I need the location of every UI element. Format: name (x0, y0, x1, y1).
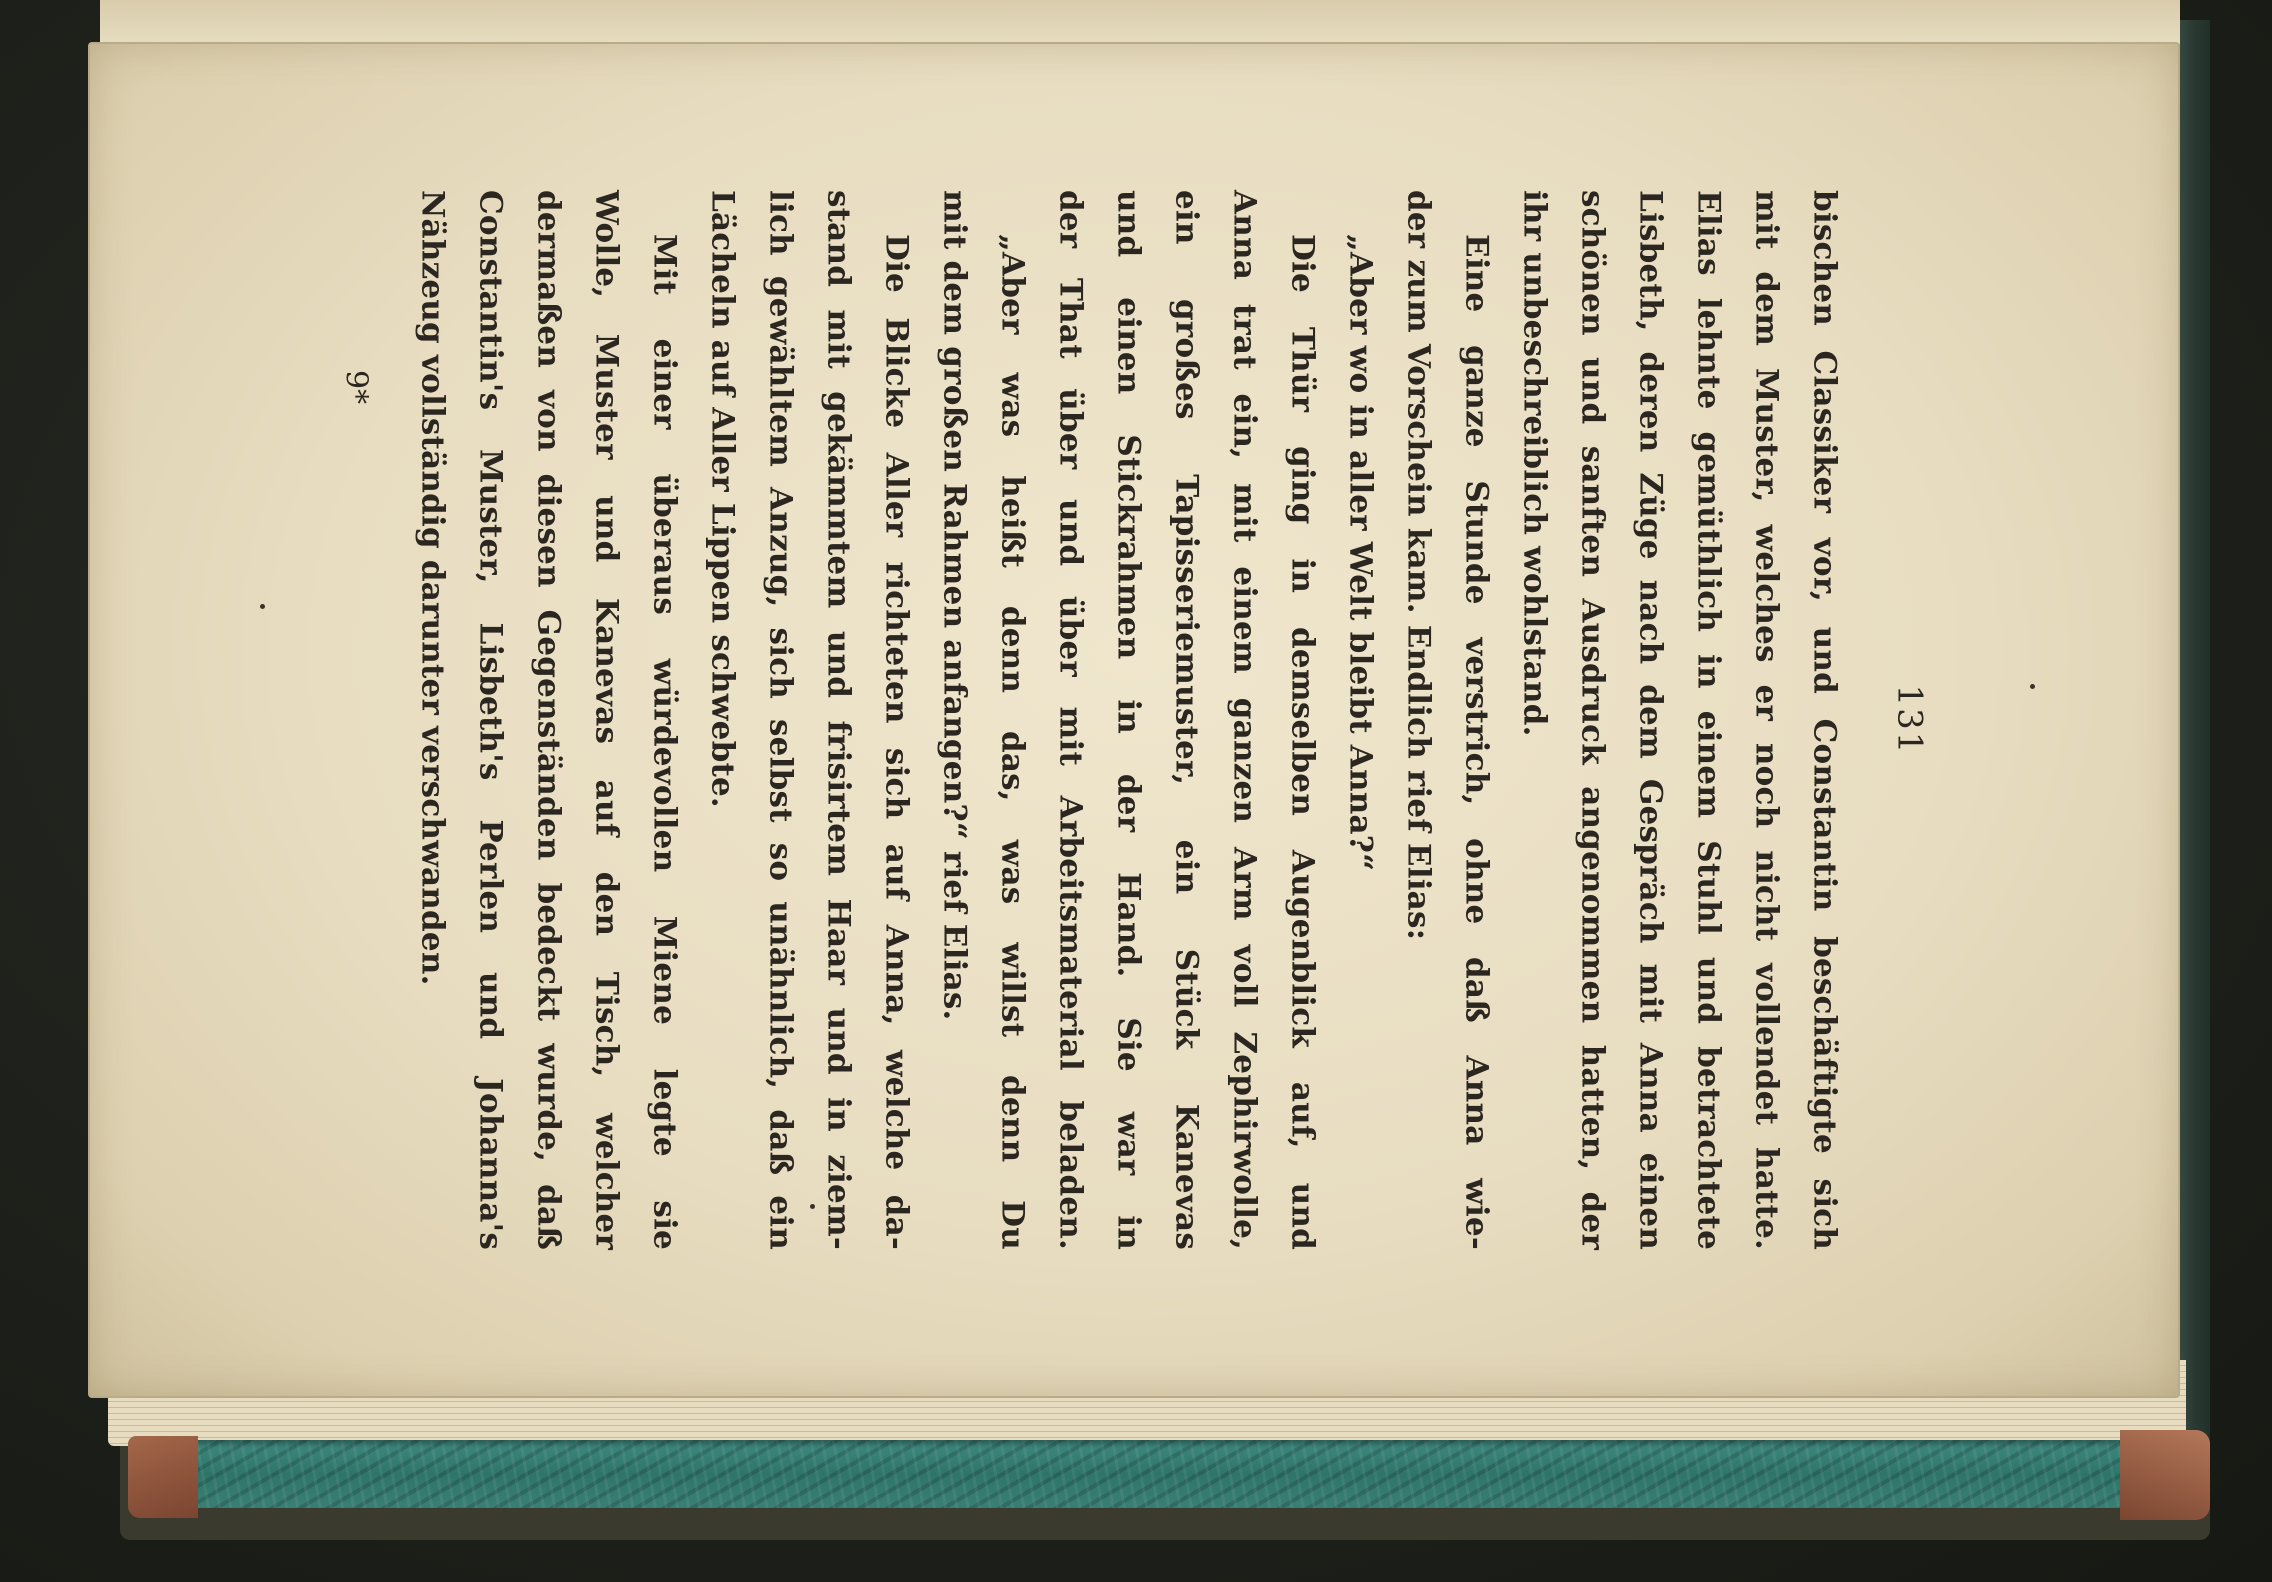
text-line: dermaßen von diesen Gegenständen bedeckt wurde, daß (530, 190, 567, 1250)
text-line: Elias lehnte gemüthlich in einem Stuhl und betrachtete (1690, 190, 1727, 1250)
text-line: Die Thür ging in demselben Augenblick auf, und (1284, 234, 1321, 1250)
text-line: Nähzeug vollständig darunter verschwanden. (414, 190, 451, 986)
text-line: der That über und über mit Arbeitsmaterial beladen. (1052, 190, 1089, 1250)
page-text-block (339, 190, 1930, 1250)
text-line: Eine ganze Stunde verstrich, ohne daß Anna wie- (1458, 234, 1495, 1250)
text-line: schönen und sanften Ausdruck angenommen hatten, der (1574, 190, 1611, 1250)
text-line: lich gewähltem Anzug, sich selbst so unähnlich, daß ein (762, 190, 799, 1250)
text-line: und einen Stickrahmen in der Hand. Sie war in (1110, 190, 1147, 1250)
text-line: mit dem großen Rahmen anfangen?“ rief Elias. (936, 190, 973, 1021)
text-line: Die Blicke Aller richteten sich auf Anna, welche da- (878, 234, 915, 1250)
text-line: mit dem Muster, welches er noch nicht vollendet hatte. (1748, 190, 1785, 1250)
text-line: „Aber was heißt denn das, was willst denn Du (994, 234, 1031, 1250)
text-line: ihr unbeschreiblich wohlstand. (1516, 190, 1553, 737)
page-number: 131 (1889, 684, 1930, 756)
text-line: „Aber wo in aller Welt bleibt Anna?“ (1342, 234, 1379, 872)
book-page (88, 42, 2180, 1398)
marbled-cover-edge (140, 1440, 2180, 1508)
text-line: bischen Classiker vor, und Constantin beschäftigte sich (1806, 190, 1843, 1250)
ink-speck (2030, 684, 2035, 689)
facing-page-edge (100, 0, 2180, 46)
text-line: stand mit gekämmtem und frisirtem Haar und in ziem- (820, 190, 857, 1250)
text-line: Anna trat ein, mit einem ganzen Arm voll Zephirwolle, (1226, 190, 1263, 1250)
text-line: der zum Vorschein kam. Endlich rief Elias: (1400, 190, 1437, 941)
text-line: Constantin's Muster, Lisbeth's Perlen und Johanna's (472, 190, 509, 1250)
text-line: Lächeln auf Aller Lippen schwebte. (704, 190, 741, 808)
leather-corner-left (128, 1436, 198, 1518)
signature-mark: 9* (338, 370, 374, 405)
leather-corner-right (2120, 1430, 2210, 1520)
text-line: Lisbeth, deren Züge nach dem Gespräch mit Anna einen (1632, 190, 1669, 1250)
text-line: Mit einer überaus würdevollen Miene legte sie (646, 234, 683, 1250)
text-lines (404, 190, 1854, 1250)
text-line: ein großes Tapisseriemuster, ein Stück Kanevas (1168, 190, 1205, 1250)
text-line: Wolle, Muster und Kanevas auf den Tisch, welcher (588, 190, 625, 1250)
ink-speck (260, 604, 265, 609)
